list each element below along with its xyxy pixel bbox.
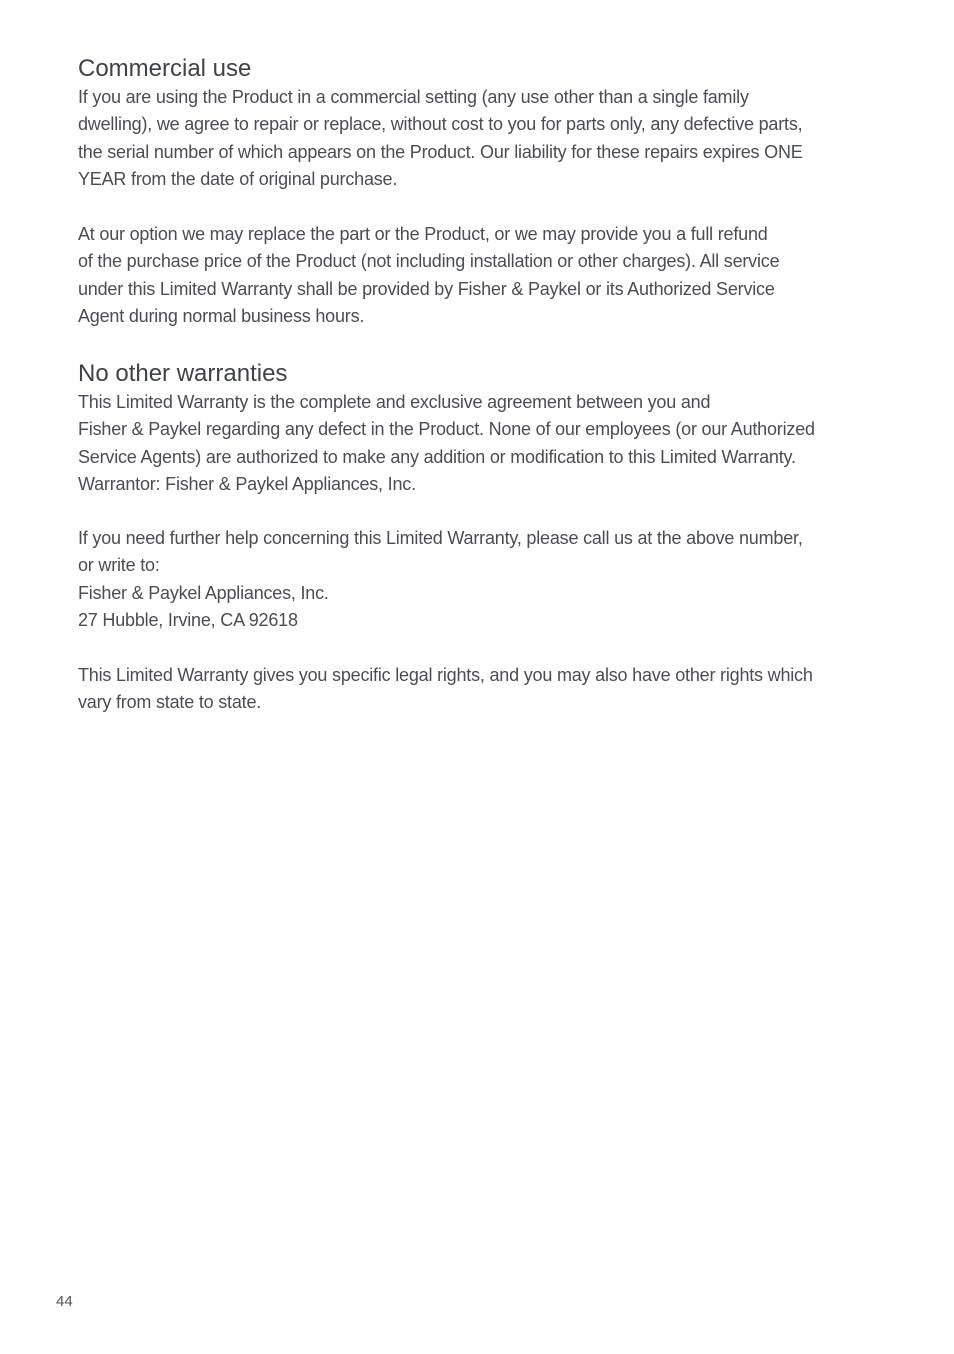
page-number: 44 [56, 1293, 73, 1310]
paragraph-complete-agreement [78, 389, 815, 499]
paragraph-legal-rights [78, 662, 813, 717]
text-line: the serial number of which appears on the Product. Our liability for these repairs expires ONE [78, 141, 803, 162]
text-line: of the purchase price of the Product (not including installation or other charges). All service [78, 251, 780, 272]
text-line: At our option we may replace the part or the Product, or we may provide you a full refund [78, 224, 768, 244]
text-line: Warrantor: Fisher & Paykel Appliances, Inc. [78, 474, 416, 495]
heading-commercial-use: Commercial use [78, 55, 252, 82]
paragraph-commercial-use-terms [78, 84, 803, 194]
paragraph-contact-address [78, 525, 803, 635]
paragraph-option-refund [78, 221, 779, 331]
heading-no-other-warranties: No other warranties [78, 360, 288, 387]
text-line: If you are using the Product in a commercial setting (any use other than a single family [78, 87, 749, 107]
text-line: YEAR from the date of original purchase. [78, 169, 398, 190]
text-line: This Limited Warranty is the complete and exclusive agreement between you and [78, 392, 711, 412]
text-line: or write to: [78, 555, 160, 576]
text-line: This Limited Warranty gives you specific legal rights, and you may also have other rights which [78, 665, 813, 685]
text-line: Fisher & Paykel Appliances, Inc. [78, 582, 329, 603]
text-line: If you need further help concerning this Limited Warranty, please call us at the above number, [78, 528, 803, 548]
text-line: 27 Hubble, Irvine, CA 92618 [78, 610, 298, 631]
text-line: vary from state to state. [78, 692, 262, 713]
text-line: dwelling), we agree to repair or replace, without cost to you for parts only, any defective parts, [78, 114, 803, 135]
text-line: Service Agents) are authorized to make any addition or modification to this Limited Warranty. [78, 446, 796, 467]
text-line: Agent during normal business hours. [78, 306, 365, 327]
text-line: under this Limited Warranty shall be provided by Fisher & Paykel or its Authorized Service [78, 278, 775, 299]
text-line: Fisher & Paykel regarding any defect in the Product. None of our employees (or our Authorized [78, 419, 815, 440]
